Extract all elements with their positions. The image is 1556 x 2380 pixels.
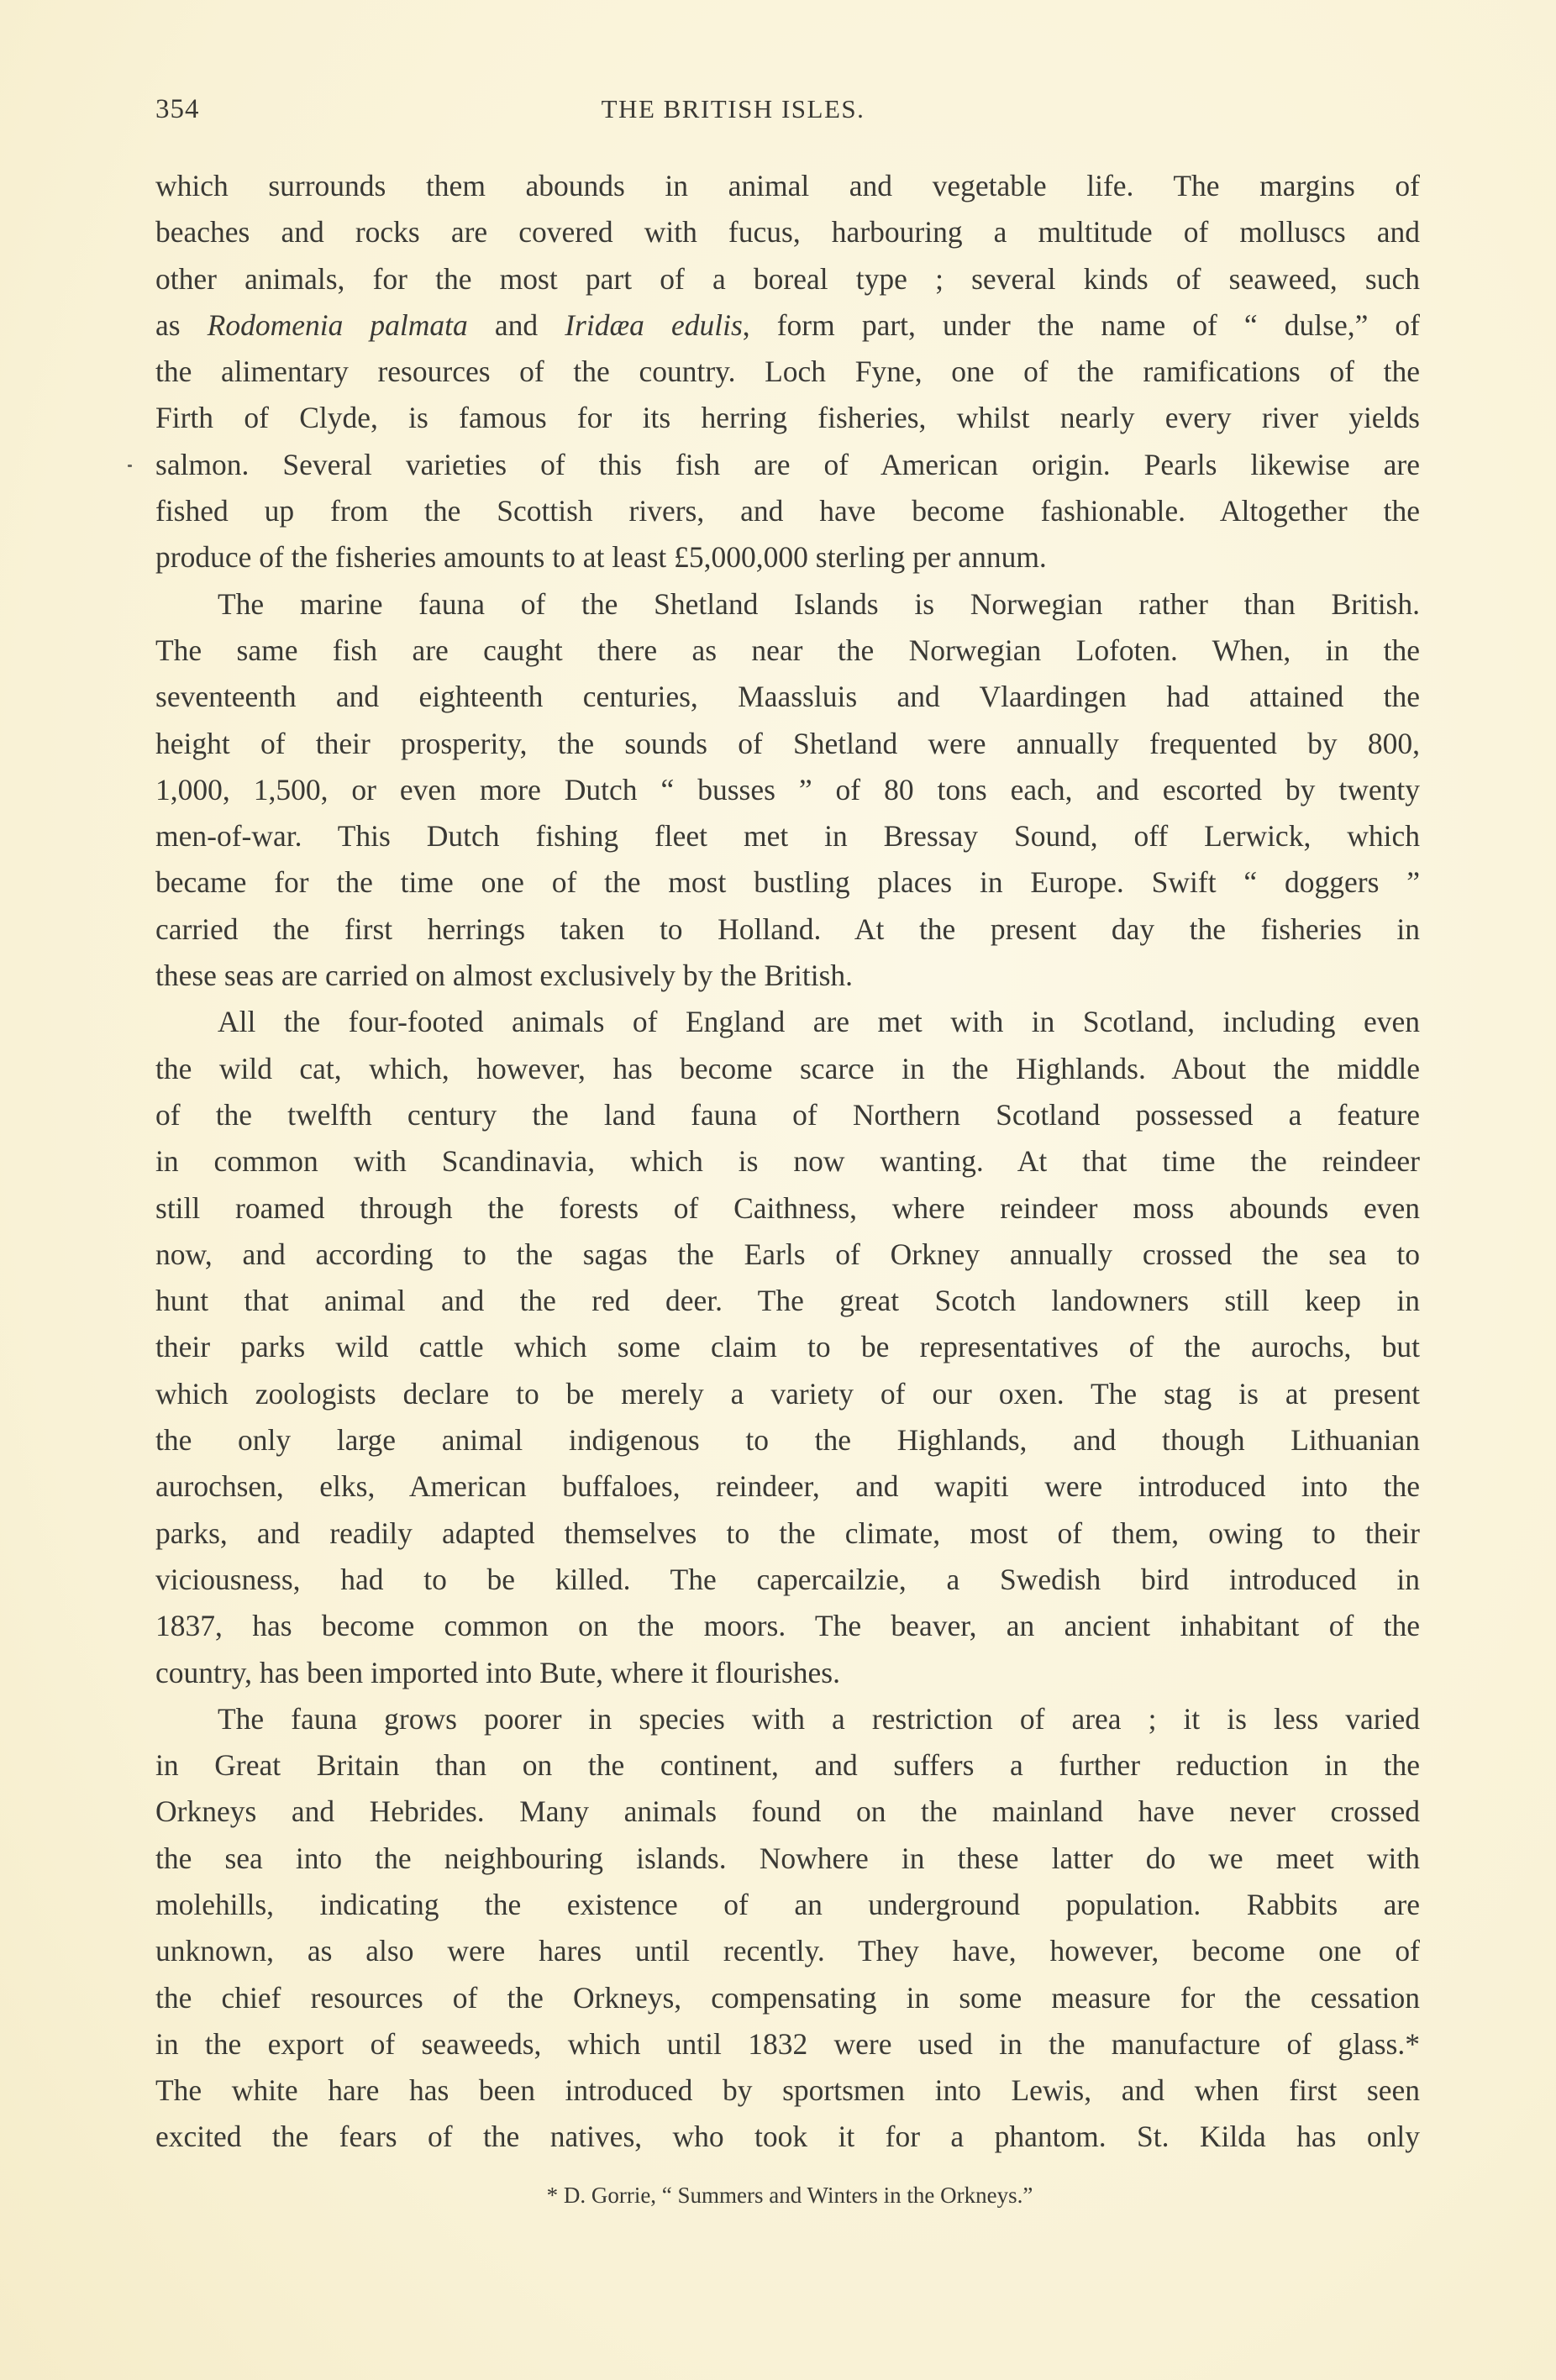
text-line: country, has been imported into Bute, where it flourishes. bbox=[155, 1655, 840, 1689]
text-line: 1837, has become common on the moors. The beaver, an ancient inhabitant of the bbox=[155, 1609, 1420, 1643]
text-line: as Rodomenia palmata and Iridæa edulis, form part, under the name of “ dulse,” of bbox=[155, 307, 1420, 342]
text-line: the alimentary resources of the country. Loch Fyne, one of the ramifications of the bbox=[155, 355, 1420, 389]
text-line: The same fish are caught there as near the Norwegian Lofoten. When, in the bbox=[155, 633, 1420, 667]
text-line: aurochsen, elks, American buffaloes, reindeer, and wapiti were introduced into the bbox=[155, 1469, 1420, 1504]
text-line: The marine fauna of the Shetland Islands is Norwegian rather than British. bbox=[218, 586, 1420, 621]
text-line: Orkneys and Hebrides. Many animals found on the mainland have never crossed bbox=[155, 1794, 1420, 1829]
text-line: molehills, indicating the existence of an underground population. Rabbits are bbox=[155, 1887, 1420, 1921]
text-line: Firth of Clyde, is famous for its herring fisheries, whilst nearly every river yields bbox=[155, 401, 1420, 435]
body-text bbox=[155, 163, 1420, 2161]
italic-term: Rodomenia palmata bbox=[207, 307, 468, 342]
text-line: other animals, for the most part of a boreal type ; several kinds of seaweed, such bbox=[155, 261, 1420, 296]
text-line: produce of the fisheries amounts to at least £5,000,000 sterling per annum. bbox=[155, 540, 1047, 575]
text-line: unknown, as also were hares until recently. They have, however, become one of bbox=[155, 1934, 1420, 1968]
text-line: fished up from the Scottish rivers, and have become fashionable. Altogether the bbox=[155, 494, 1420, 528]
text-line: height of their prosperity, the sounds of Shetland were annually frequented by 800, bbox=[155, 726, 1420, 760]
running-head: THE BRITISH ISLES. bbox=[601, 94, 865, 123]
italic-term: Iridæa edulis bbox=[565, 307, 743, 342]
page-header bbox=[155, 94, 1420, 136]
text-line: became for the time one of the most bustling places in Europe. Swift “ doggers ” bbox=[155, 865, 1420, 900]
text-line: The fauna grows poorer in species with a restriction of area ; it is less varied bbox=[218, 1701, 1420, 1736]
text-line: the only large animal indigenous to the Highlands, and though Lithuanian bbox=[155, 1423, 1420, 1458]
text-line: in common with Scandinavia, which is now wanting. At that time the reindeer bbox=[155, 1144, 1420, 1179]
text-line: salmon. Several varieties of this fish are of American origin. Pearls likewise are bbox=[155, 447, 1420, 481]
text-line: All the four-footed animals of England are met with in Scotland, including even bbox=[218, 1005, 1420, 1039]
text-line: which surrounds them abounds in animal and vegetable life. The margins of bbox=[155, 169, 1420, 202]
page-number: 354 bbox=[155, 94, 200, 124]
margin-mark bbox=[128, 465, 132, 467]
text-line: seventeenth and eighteenth centuries, Maassluis and Vlaardingen had attained the bbox=[155, 680, 1420, 714]
text-line: which zoologists declare to be merely a variety of our oxen. The stag is at present bbox=[155, 1376, 1420, 1411]
text-line: excited the fears of the natives, who took it for a phantom. St. Kilda has only bbox=[155, 2120, 1420, 2154]
text-line: 1,000, 1,500, or even more Dutch “ busses ” of 80 tons each, and escorted by twenty bbox=[155, 772, 1420, 806]
text-line: The white hare has been introduced by sportsmen into Lewis, and when first seen bbox=[155, 2073, 1420, 2108]
text-line: parks, and readily adapted themselves to the climate, most of them, owing to their bbox=[155, 1516, 1420, 1550]
text-line: beaches and rocks are covered with fucus, harbouring a multitude of molluscs and bbox=[155, 215, 1420, 250]
text-line: men-of-war. This Dutch fishing fleet met in Bressay Sound, off Lerwick, which bbox=[155, 819, 1420, 854]
text-line: their parks wild cattle which some claim to be representatives of the aurochs, but bbox=[155, 1330, 1420, 1364]
text-line: the wild cat, which, however, has become scarce in the Highlands. About the middle bbox=[155, 1051, 1420, 1085]
text-line: the chief resources of the Orkneys, compensating in some measure for the cessation bbox=[155, 1980, 1420, 2015]
text-line: the sea into the neighbouring islands. Nowhere in these latter do we meet with bbox=[155, 1841, 1420, 1875]
text-line: viciousness, had to be killed. The capercailzie, a Swedish bird introduced in bbox=[155, 1562, 1420, 1596]
text-line: in the export of seaweeds, which until 1832 were used in the manufacture of glass.* bbox=[155, 2026, 1420, 2061]
text-line: still roamed through the forests of Caithness, where reindeer moss abounds even bbox=[155, 1190, 1420, 1225]
text-line: hunt that animal and the red deer. The great Scotch landowners still keep in bbox=[155, 1284, 1420, 1318]
text-line: now, and according to the sagas the Earls of Orkney annually crossed the sea to bbox=[155, 1237, 1420, 1271]
footnote: * D. Gorrie, “ Summers and Winters in the Orkneys.” bbox=[546, 2183, 1033, 2208]
text-line: of the twelfth century the land fauna of Northern Scotland possessed a feature bbox=[155, 1097, 1420, 1132]
text-line: carried the first herrings taken to Holland. At the present day the fisheries in bbox=[155, 912, 1420, 946]
text-line: these seas are carried on almost exclusively by the British. bbox=[155, 959, 854, 993]
text-line: in Great Britain than on the continent, and suffers a further reduction in the bbox=[155, 1748, 1420, 1783]
